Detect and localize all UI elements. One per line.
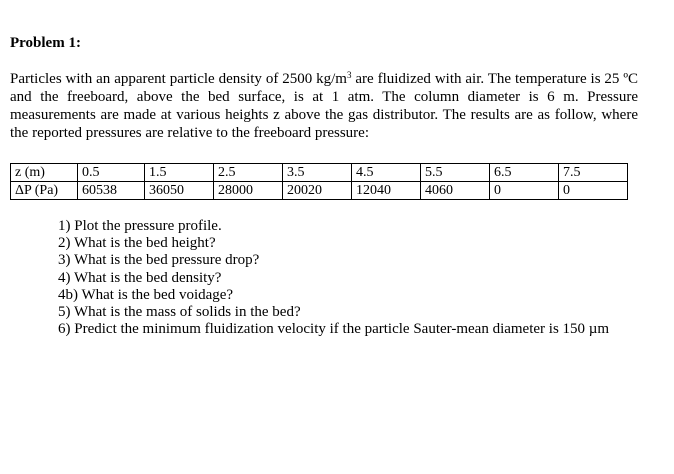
table-cell: ΔP (Pa) <box>11 182 78 200</box>
intro-text-part1: Particles with an apparent particle density of 2500 kg/m <box>10 71 347 87</box>
table-cell: 7.5 <box>559 164 628 182</box>
table-row-pressure <box>11 182 628 200</box>
table-cell: 0.5 <box>78 164 145 182</box>
intro-text-part2: are fluidized with air. The temperature is 25 ºC and the freeboard, above the bed surface, is at 1 atm. The column diameter is 6 m. Pressure measurements are made at various heights z above the gas distributor. The results are as follow, where the reported pressures are relative to the freeboard pressure: <box>10 71 638 141</box>
table-cell: 28000 <box>214 182 283 200</box>
table-cell: 12040 <box>352 182 421 200</box>
table-cell: 4.5 <box>352 164 421 182</box>
table-cell: 1.5 <box>145 164 214 182</box>
question-item: 4b) What is the bed voidage? <box>58 286 234 303</box>
question-item: 6) Predict the minimum fluidization velocity if the particle Sauter-mean diameter is 150 µm <box>58 321 610 338</box>
question-item: 5) What is the mass of solids in the bed? <box>58 304 301 321</box>
table-cell: 60538 <box>78 182 145 200</box>
question-item: 2) What is the bed height? <box>58 235 216 252</box>
problem-statement <box>10 70 638 142</box>
table-row-height <box>11 164 628 182</box>
table-cell: 4060 <box>421 182 490 200</box>
intro-superscript: 3 <box>346 70 352 80</box>
question-list <box>58 218 632 338</box>
question-item: 4) What is the bed density? <box>58 269 222 286</box>
question-item: 3) What is the bed pressure drop? <box>58 252 260 269</box>
table-cell: 6.5 <box>490 164 559 182</box>
table-cell: 0 <box>559 182 628 200</box>
question-item: 1) Plot the pressure profile. <box>58 218 222 234</box>
table-cell: 5.5 <box>421 164 490 182</box>
table-cell: 3.5 <box>283 164 352 182</box>
pressure-data-table <box>10 163 628 200</box>
table-cell: 2.5 <box>214 164 283 182</box>
table-cell: 36050 <box>145 182 214 200</box>
table-cell: z (m) <box>11 164 78 182</box>
table-cell: 0 <box>490 182 559 200</box>
table-cell: 20020 <box>283 182 352 200</box>
problem-heading: Problem 1: <box>10 35 81 51</box>
